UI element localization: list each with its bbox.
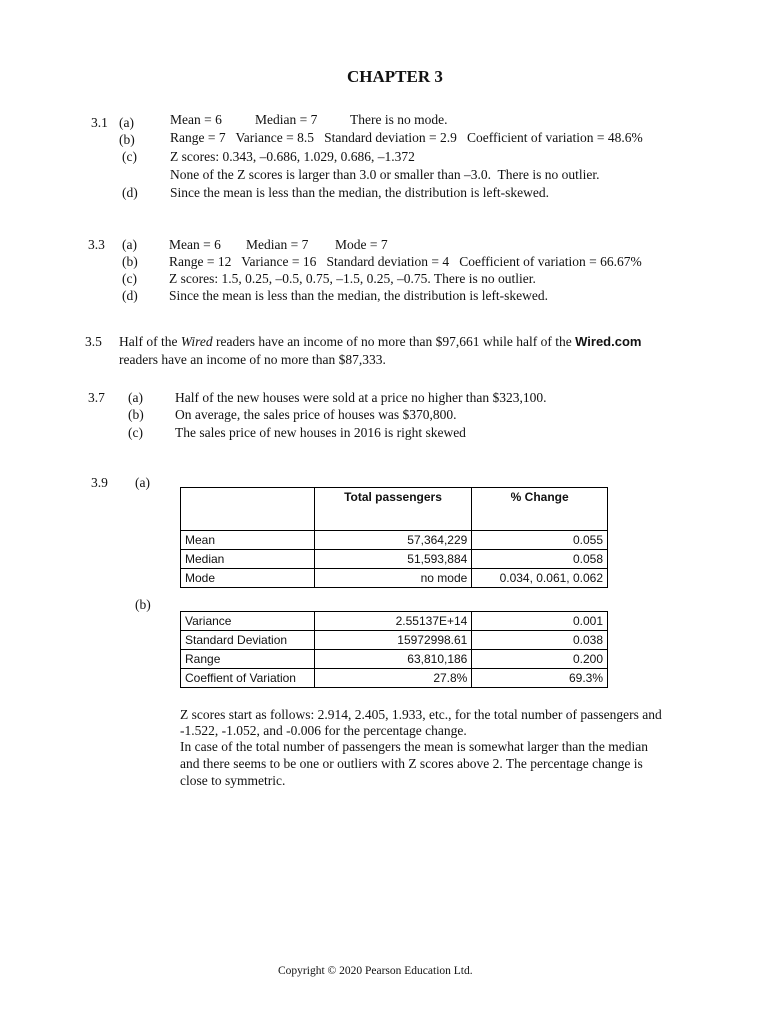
part-label-c: (c): [122, 149, 137, 164]
median-text: Median = 7: [246, 237, 309, 252]
row-label: Standard Deviation: [181, 631, 315, 650]
part-c-text: The sales price of new houses in 2016 is right skewed: [175, 425, 466, 440]
part-label-b: (b): [122, 254, 138, 269]
chapter-title: CHAPTER 3: [347, 67, 443, 86]
table-header-cell: Total passengers: [314, 488, 472, 517]
mean-text: Mean = 6: [170, 112, 222, 127]
table-cell: 51,593,884: [314, 550, 472, 569]
answer-text: Half of the: [119, 334, 181, 349]
mode-text: Mode = 7: [335, 237, 388, 252]
table-cell: 2.55137E+14: [314, 612, 472, 631]
part-d-text: Since the mean is less than the median, the distribution is left-skewed.: [170, 185, 550, 200]
table-cell: 0.038: [472, 631, 608, 650]
part-label-a: (a): [122, 237, 137, 252]
table-row: [181, 669, 608, 688]
answer-line-2: readers have an income of no more than $87,333.: [119, 352, 386, 367]
table-cell: 0.200: [472, 650, 608, 669]
row-label: Mode: [181, 569, 315, 588]
answer-line-1: [119, 333, 641, 350]
part-b-text: Range = 12 Variance = 16 Standard deviation = 4 Coefficient of variation = 66.67%: [169, 254, 642, 269]
part-label-b: (b): [128, 407, 144, 422]
table-cell: no mode: [314, 569, 472, 588]
problem-number: 3.1: [91, 115, 108, 130]
row-label: Coeffient of Variation: [181, 669, 315, 688]
wired-italic: Wired: [180, 334, 213, 349]
table-header-cell: [181, 488, 315, 517]
part-d-text: Since the mean is less than the median, the distribution is left-skewed.: [169, 288, 549, 303]
part-label-d: (d): [122, 288, 138, 303]
table-cell: 69.3%: [472, 669, 608, 688]
row-label: Range: [181, 650, 315, 669]
table-cell: 63,810,186: [314, 650, 472, 669]
part-label-b: (b): [135, 597, 151, 612]
table-header-cell: % Change: [472, 488, 608, 517]
table-cell: 0.034, 0.061, 0.062: [472, 569, 608, 588]
median-text: Median = 7: [255, 112, 318, 127]
notes-line: -1.522, -1.052, and -0.006 for the percentage change.: [180, 723, 467, 738]
problem-number: 3.3: [88, 237, 105, 252]
part-c-text: Z scores: 1.5, 0.25, –0.5, 0.75, –1.5, 0.25, –0.75. There is no outlier.: [169, 271, 536, 286]
table-cell: 0.055: [472, 531, 608, 550]
part-label-c: (c): [128, 425, 143, 440]
central-tendency-table: [180, 487, 608, 588]
mean-text: Mean = 6: [169, 237, 221, 252]
mode-text: There is no mode.: [350, 112, 448, 127]
table-row: [181, 612, 608, 631]
row-label: Variance: [181, 612, 315, 631]
problem-number: 3.9: [91, 475, 108, 490]
table-cell: 57,364,229: [314, 531, 472, 550]
notes-line: In case of the total number of passengers the mean is somewhat larger than the median: [180, 739, 648, 754]
table-row: [181, 550, 608, 569]
part-label-b: (b): [119, 132, 135, 147]
table-header-row: [181, 488, 608, 517]
table-cell: 15972998.61: [314, 631, 472, 650]
part-b-text: Range = 7 Variance = 8.5 Standard deviation = 2.9 Coefficient of variation = 48.6%: [170, 130, 643, 145]
answer-text: readers have an income of no more than $97,661 while half of the: [212, 334, 576, 349]
notes-line: and there seems to be one or outliers with Z scores above 2. The percentage change is: [180, 756, 643, 771]
part-c-text-2: None of the Z scores is larger than 3.0 or smaller than –3.0. There is no outlier.: [170, 167, 600, 182]
part-label-a: (a): [119, 115, 134, 130]
part-b-text: On average, the sales price of houses was $370,800.: [175, 407, 457, 422]
part-label-c: (c): [122, 271, 137, 286]
table-row: [181, 531, 608, 550]
part-label-a: (a): [135, 475, 150, 490]
variation-table: [180, 611, 608, 688]
copyright-footer: Copyright © 2020 Pearson Education Ltd.: [278, 965, 473, 977]
table-row: [181, 650, 608, 669]
notes-line: close to symmetric.: [180, 773, 286, 788]
table-cell: 0.001: [472, 612, 608, 631]
table-row: [181, 631, 608, 650]
problem-number: 3.5: [85, 334, 102, 349]
row-label: Mean: [181, 531, 315, 550]
part-a-text: Half of the new houses were sold at a price no higher than $323,100.: [175, 390, 547, 405]
wired-com-bold: Wired.com: [575, 334, 642, 349]
problem-number: 3.7: [88, 390, 105, 405]
part-label-a: (a): [128, 390, 143, 405]
row-label: Median: [181, 550, 315, 569]
table-row: [181, 569, 608, 588]
table-cell: 27.8%: [314, 669, 472, 688]
part-c-text: Z scores: 0.343, –0.686, 1.029, 0.686, –1.372: [170, 149, 415, 164]
part-label-d: (d): [122, 185, 138, 200]
table-cell: 0.058: [472, 550, 608, 569]
notes-line: Z scores start as follows: 2.914, 2.405, 1.933, etc., for the total number of passengers and: [180, 707, 662, 722]
